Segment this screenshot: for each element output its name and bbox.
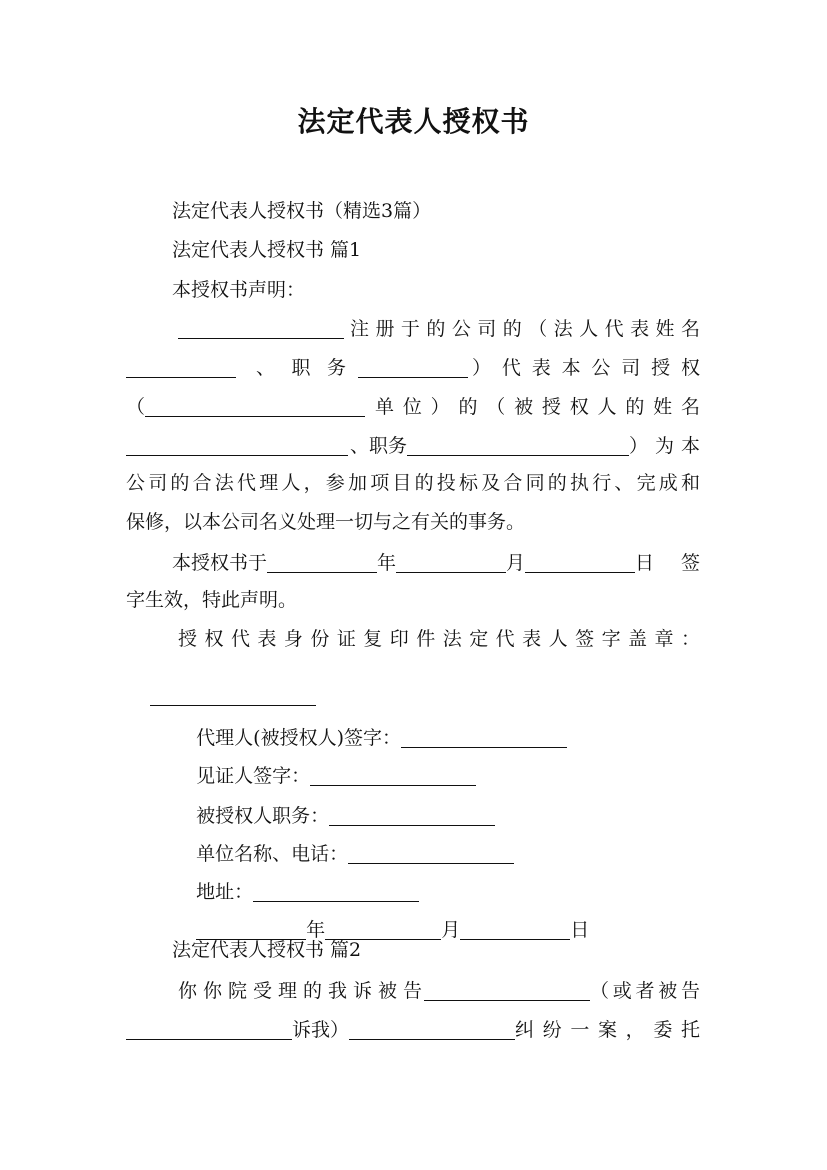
text-run: 年	[377, 552, 397, 574]
text-run: 单位）的（被授权人的姓名	[375, 396, 700, 418]
text-run: 注册于的公司的（法人代表姓名	[350, 318, 700, 340]
section-heading-1: 法定代表人授权书 篇1	[172, 239, 362, 261]
text-run: （或者被告	[590, 980, 700, 1002]
paragraph-line: 授权代表身份证复印件法定代表人签字盖章：	[178, 628, 700, 650]
field-label: 被授权人职务：	[196, 805, 330, 827]
paragraph-line	[178, 318, 700, 339]
blank-line	[126, 357, 236, 378]
text-run: 纠纷一案，委托	[515, 1019, 700, 1041]
document-title: 法定代表人授权书	[297, 105, 530, 138]
field-label: 见证人签字：	[196, 765, 311, 787]
blank-line	[407, 435, 629, 456]
paragraph-line	[126, 435, 700, 456]
paragraph-line: 字生效，特此声明。	[126, 589, 298, 611]
blank-line	[348, 843, 514, 864]
blank-line	[126, 435, 348, 456]
text-run: 日签	[635, 552, 700, 574]
text-run: 本授权书于	[172, 552, 268, 574]
paragraph-line	[172, 552, 700, 573]
section-heading-2: 法定代表人授权书 篇2	[172, 939, 362, 961]
blank-line	[150, 685, 316, 706]
blank-line	[267, 552, 377, 573]
text-run: 月	[506, 552, 526, 574]
blank-line	[253, 881, 419, 902]
blank-line	[525, 552, 635, 573]
paragraph-line	[126, 1019, 700, 1040]
date-month-label: 月	[441, 919, 461, 941]
text-run: 诉我）	[292, 1019, 350, 1041]
blank-line	[178, 318, 344, 339]
blank-line	[349, 1019, 515, 1040]
text-run: 、职务	[350, 435, 408, 457]
blank-line	[358, 357, 468, 378]
blank-line	[329, 805, 495, 826]
field-label: 单位名称、电话：	[196, 843, 349, 865]
blank-line	[126, 1019, 292, 1040]
declaration-heading: 本授权书声明：	[172, 279, 306, 301]
blank-line	[145, 396, 365, 417]
paragraph-line: 公司的合法代理人，参加项目的投标及合同的执行、完成和	[126, 472, 700, 494]
blank-line	[196, 919, 306, 940]
document-subtitle: 法定代表人授权书（精选3篇）	[172, 200, 432, 222]
date-day-label: 日	[570, 919, 590, 941]
field-label: 地址：	[196, 881, 254, 903]
paragraph-line	[178, 980, 700, 1001]
paragraph-line: 保修，以本公司名义处理一切与之有关的事务。	[126, 511, 526, 533]
paragraph-line	[126, 396, 700, 417]
text-run: ）为本	[629, 435, 700, 457]
text-run: ）代表本公司授权	[472, 357, 700, 379]
blank-line	[396, 552, 506, 573]
text-run: （	[126, 396, 146, 418]
field-label: 代理人(被授权人)签字：	[196, 727, 401, 749]
blank-line	[424, 980, 590, 1001]
blank-line	[310, 765, 476, 786]
text-run: 、 职 务	[256, 357, 346, 379]
blank-line	[401, 727, 567, 748]
date-year-label: 年	[306, 919, 326, 941]
paragraph-line	[126, 357, 700, 378]
blank-line	[325, 919, 441, 940]
blank-line	[460, 919, 570, 940]
text-run: 你你院受理的我诉被告	[178, 980, 422, 1002]
